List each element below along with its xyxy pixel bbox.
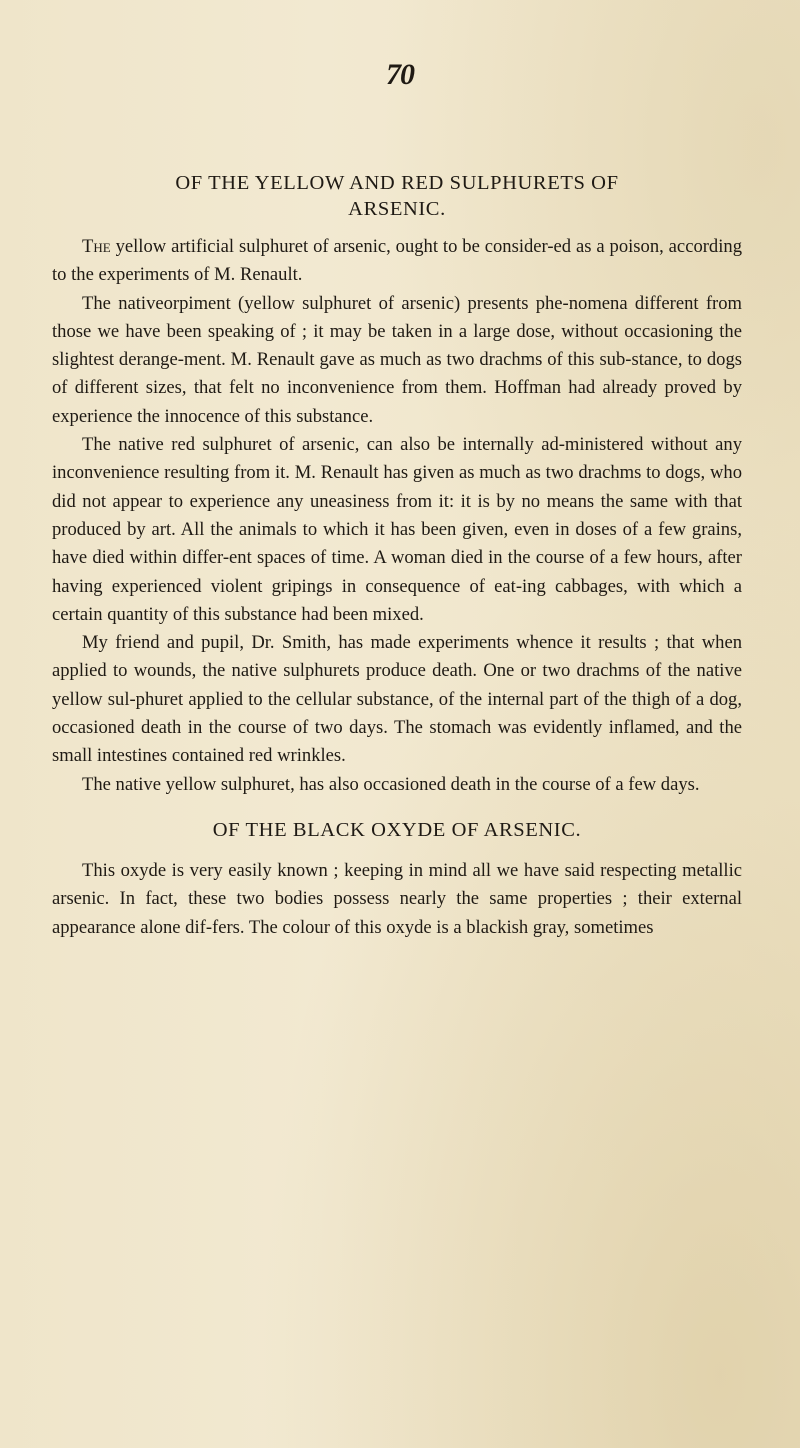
paragraph-black-oxyde: This oxyde is very easily known ; keeping in mind all we have said respecting metallic arsenic. In fact, these two bodies possess nearly the same properties ; their external appearance alone dif-fers. The colour of this oxyde is a blackish gray, sometimes: [52, 859, 742, 938]
paragraph-text: yellow artificial sulphuret of arsenic, ought to be consider-ed as a poison, according to the experiments of M. Renault.: [52, 236, 742, 286]
paragraph-lead-word: The: [82, 236, 111, 257]
page-content: [52, 170, 742, 942]
paragraph-dr-smith-experiments: My friend and pupil, Dr. Smith, has made experiments whence it results ; that when applied to wounds, the native sulphurets produce death. One or two drachms of the native yellow sul-phuret applied to the cellular substance, of the internal part of the thigh of a dog, occasioned death in the course of two days. The stomach was evidently inflamed, and the small intestines contained red wrinkles.: [52, 632, 742, 767]
page-number: 70: [386, 58, 414, 91]
paragraph-native-red-sulphuret: The native red sulphuret of arsenic, can also be internally ad-ministered without any inconvenience resulting from it. M. Renault has given as much as two drachms to dogs, who did not appear to experience any uneasiness from it: it is by no means the same with that produced by art. All the animals to which it has been given, even in doses of a few grains, have died within differ-ent spaces of time. A woman died in the course of a few hours, after having experienced violent gripings in consequence of eat-ing cabbages, with which a certain quantity of this substance had been mixed.: [52, 434, 742, 625]
section-heading-sulphurets: [52, 170, 742, 222]
section-heading-line-2: ARSENIC.: [348, 198, 446, 220]
paragraph-native-yellow-death: The native yellow sulphuret, has also occasioned death in the course of a few days.: [82, 773, 700, 795]
paragraph-native-orpiment: The nativeorpiment (yellow sulphuret of arsenic) presents phe-nomena different from those we have been speaking of ; it may be taken in a large dose, without occasioning the slightest derange-ment. M. Renault gave as much as two drachms of this sub-stance, to dogs of different sizes, that felt no inconvenience from them. Hoffman had already proved by experience the innocence of this substance.: [52, 292, 742, 427]
section-heading-black-oxyde: OF THE BLACK OXYDE OF ARSENIC.: [212, 818, 582, 841]
paragraph-artificial-sulphuret: [52, 233, 742, 290]
section-heading-line-1: OF THE YELLOW AND RED SULPHURETS OF: [175, 172, 619, 194]
